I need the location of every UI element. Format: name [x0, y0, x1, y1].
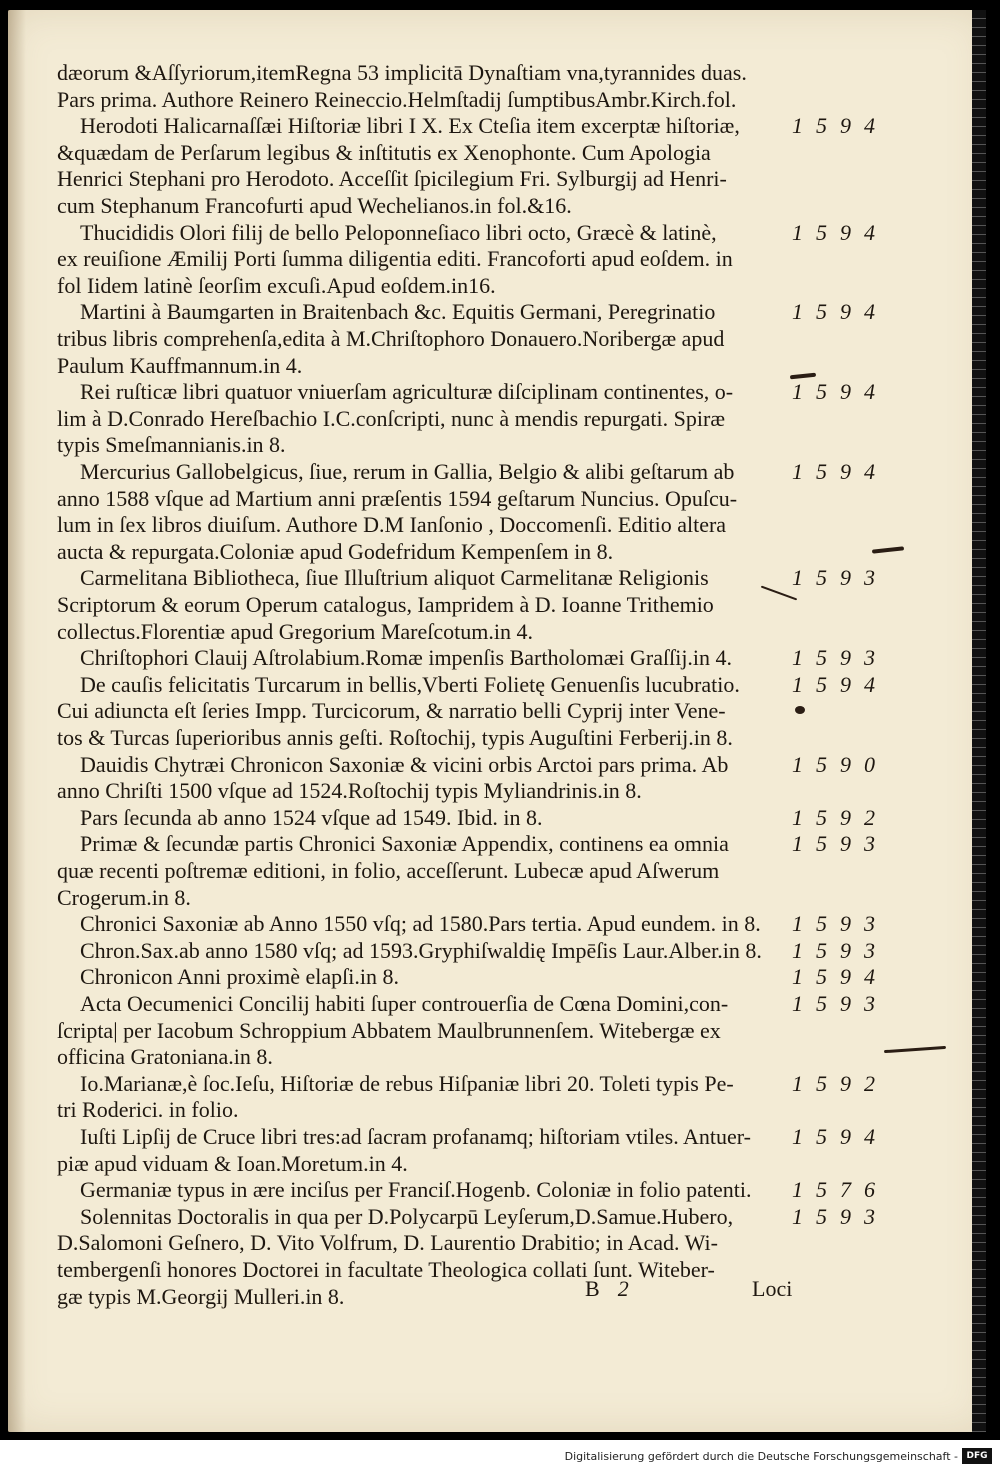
catalog-line [0, 1042, 1000, 1072]
catalog-line-text: ſcripta| per Iacobum Schroppium Abbatem Maulbrunnenſem. Witebergæ ex [57, 1018, 721, 1043]
publication-year: 1594 [792, 379, 888, 404]
catalog-line-text: Chron.Sax.ab anno 1580 vſq; ad 1593.Gryphiſwaldię Impēſis Laur.Alber.in 8. [80, 938, 762, 963]
catalog-line-text: Rei ruſticæ libri quatuor vniuerſam agriculturæ diſciplinam continentes, o- [80, 379, 734, 404]
catalog-line [0, 563, 1000, 593]
catalog-line-text: Io.Marianæ,è ſoc.Ieſu, Hiſtoriæ de rebus Hiſpaniæ libri 20. Toleti typis Pe- [80, 1071, 734, 1096]
catalog-line-text: Henrici Stephani pro Herodoto. Acceſſit ſpicilegium Fri. Sylburgij ad Henri- [57, 166, 727, 191]
catalog-line-text: quæ recenti poſtremæ editioni, in folio, acceſſerunt. Lubecæ apud Aſwerum [57, 858, 720, 883]
catalog-line-text: Pars ſecunda ab anno 1524 vſque ad 1549. Ibid. in 8. [80, 805, 543, 830]
catalog-line-text: fol Iidem latinè ſeorſim excuſi.Apud eoſdem.in16. [57, 273, 496, 298]
publication-year: 1594 [792, 459, 888, 484]
publication-year: 1593 [792, 911, 888, 936]
catalog-line [0, 723, 1000, 753]
catalog-line-text: tribus libris comprehenſa,edita à M.Chriſtophoro Donauero.Noribergæ apud [57, 326, 725, 351]
catalog-line [0, 1122, 1000, 1152]
catalog-line [0, 510, 1000, 540]
catalog-line [0, 1255, 1000, 1285]
publication-year: 1594 [792, 113, 888, 138]
catalog-line [0, 430, 1000, 460]
catalog-line-text: tembergenſi honores Doctorei in facultate Theologica collati ſunt. Witeber- [57, 1257, 715, 1282]
catalog-line-text: Solennitas Doctoralis in qua per D.Polycarpū Leyſerum,D.Samue.Hubero, [80, 1204, 734, 1229]
catalog-line-text: Mercurius Gallobelgicus, ſiue, rerum in Gallia, Belgio & alibi geſtarum ab [80, 459, 735, 484]
catalog-line [0, 111, 1000, 141]
catalog-line-text: De cauſis felicitatis Turcarum in bellis,Vberti Folietę Genuenſis lucubratio. [80, 672, 740, 697]
catalog-line-text: Paulum Kauffmannum.in 4. [57, 353, 303, 378]
publication-year: 1592 [792, 1071, 888, 1096]
publication-year: 1592 [792, 805, 888, 830]
catalog-line-text: cum Stephanum Francofurti apud Wechelianos.in fol.&16. [57, 193, 572, 218]
catalog-line-text: Germaniæ typus in ære inciſus per Franciſ.Hogenb. Coloniæ in folio patenti. [80, 1177, 752, 1202]
catalog-line [0, 164, 1000, 194]
catalog-line [0, 1095, 1000, 1125]
catalog-line [0, 989, 1000, 1019]
catalog-line-text: gæ typis M.Georgij Mulleri.in 8. [57, 1284, 345, 1309]
catalog-line [0, 1282, 1000, 1312]
catalog-line-text: Acta Oecumenici Concilij habiti ſuper controuerſia de Cœna Domini,con- [80, 991, 729, 1016]
catalog-line [0, 191, 1000, 221]
catalog-line [0, 856, 1000, 886]
catalog-line-text: Scriptorum & eorum Operum catalogus, Iampridem à D. Ioanne Trithemio [57, 592, 714, 617]
catalog-line-text: Thucididis Olori filij de bello Peloponneſiaco libri octo, Græcè & latinè, [80, 220, 717, 245]
catalog-line [0, 962, 1000, 992]
catalog-line [0, 324, 1000, 354]
publication-year: 1594 [792, 672, 888, 697]
catalog-line-text: lum in ſex libros diuiſum. Authore D.M Ianſonio , Doccomenſi. Editio altera [57, 512, 727, 537]
signature-number: 2 [617, 1276, 629, 1301]
catalog-line-text: Chriſtophori Clauij Aſtrolabium.Romæ impenſis Bartholomæi Graſſij.in 4. [80, 645, 733, 670]
dfg-logo: DFG [962, 1448, 992, 1464]
catalog-line-text: collectus.Florentiæ apud Gregorium Mareſcotum.in 4. [57, 619, 533, 644]
catalog-line [0, 244, 1000, 274]
catalog-line [0, 776, 1000, 806]
catalog-line [0, 58, 1000, 88]
catalog-line [0, 377, 1000, 407]
publication-year: 1593 [792, 565, 888, 590]
signature-letter: B [585, 1276, 600, 1301]
catalog-line-text: tri Roderici. in folio. [57, 1097, 239, 1122]
catalog-line-text: ex reuiſione Æmilij Porti ſumma diligentia editi. Francoforti apud eoſdem. in [57, 246, 733, 271]
catalog-line-text: Chronicon Anni proximè elapſi.in 8. [80, 964, 399, 989]
publication-year: 1593 [792, 1204, 888, 1229]
catalog-line-text: lim à D.Conrado Hereſbachio I.C.conſcripti, nunc à mendis repurgati. Spiræ [57, 406, 725, 431]
catalog-line-text: dæorum &Aſſyriorum,itemRegna 53 implicitā Dynaſtiam vna,tyrannides duas. [57, 60, 747, 85]
publication-year: 1594 [792, 220, 888, 245]
catalog-line [0, 696, 1000, 726]
catalog-line-text: aucta & repurgata.Coloniæ apud Godefridum Kempenſem in 8. [57, 539, 614, 564]
publication-year: 1593 [792, 938, 888, 963]
footer-credit: Digitalisierung gefördert durch die Deutsche Forschungsgemeinschaft - [564, 1450, 958, 1463]
catalog-line-text: Primæ & ſecundæ partis Chronici Saxoniæ Appendix, continens ea omnia [80, 831, 729, 856]
catalog-line-text: Carmelitana Bibliotheca, ſiue Illuſtrium aliquot Carmelitanæ Religionis [80, 565, 709, 590]
catalog-line-text: Herodoti Halicarnaſſæi Hiſtoriæ libri I X. Ex Cteſia item excerptæ hiſtoriæ, [80, 113, 740, 138]
catalog-line-text: Cui adiuncta eſt ſeries Impp. Turcicorum, & narratio belli Cyprij inter Vene- [57, 698, 726, 723]
catalog-line-text: D.Salomoni Geſnero, D. Vito Volfrum, D. Laurentio Drabitio; in Acad. Wi- [57, 1230, 718, 1255]
catalog-line [0, 1175, 1000, 1205]
catalog-line-text: Chronici Saxoniæ ab Anno 1550 vſq; ad 1580.Pars tertia. Apud eundem. in 8. [80, 911, 761, 936]
publication-year: 1594 [792, 299, 888, 324]
catalog-line [0, 643, 1000, 673]
publication-year: 1590 [792, 752, 888, 777]
catalog-line [0, 590, 1000, 620]
catalog-line-text: anno 1588 vſque ad Martium anni præſentis 1594 geſtarum Nuncius. Opuſcu- [57, 486, 738, 511]
publication-year: 1593 [792, 645, 888, 670]
catchword: Loci [752, 1276, 793, 1301]
catalog-line-text: anno Chriſti 1500 vſque ad 1524.Roſtochij typis Myliandrinis.in 8. [57, 778, 642, 803]
catalog-line-text: Crogerum.in 8. [57, 885, 191, 910]
publication-year: 1593 [792, 991, 888, 1016]
publication-year: 1593 [792, 831, 888, 856]
signature-mark [585, 1276, 629, 1302]
catalog-line [0, 457, 1000, 487]
catalog-line-text: officina Gratoniana.in 8. [57, 1044, 273, 1069]
catalog-line-text: piæ apud viduam & Ioan.Moretum.in 4. [57, 1151, 408, 1176]
catalog-line [0, 909, 1000, 939]
catalog-line-text: typis Smeſmannianis.in 8. [57, 432, 286, 457]
publication-year: 1576 [792, 1177, 888, 1202]
publication-year: 1594 [792, 1124, 888, 1149]
catalog-line [0, 829, 1000, 859]
catalog-line-text: tos & Turcas ſuperioribus annis geſti. Roſtochij, typis Auguſtini Ferberij.in 8. [57, 725, 733, 750]
publication-year: 1594 [792, 964, 888, 989]
catalog-line-text: Iuſti Lipſij de Cruce libri tres:ad ſacram profanamq; hiſtoriam vtiles. Antuer- [80, 1124, 751, 1149]
catalog-line [0, 297, 1000, 327]
marginal-ink-blot [795, 706, 805, 714]
catalog-line-text: Martini à Baumgarten in Braitenbach &c. Equitis Germani, Peregrinatio [80, 299, 716, 324]
catalog-line-text: Pars prima. Authore Reinero Reineccio.Helmſtadij ſumptibusAmbr.Kirch.fol. [57, 87, 737, 112]
catalog-line-text: &quædam de Perſarum legibus & inſtitutis ex Xenophonte. Cum Apologia [57, 140, 711, 165]
catalog-line [0, 1228, 1000, 1258]
catalog-line-text: Dauidis Chytræi Chronicon Saxoniæ & vicini orbis Arctoi pars prima. Ab [80, 752, 729, 777]
